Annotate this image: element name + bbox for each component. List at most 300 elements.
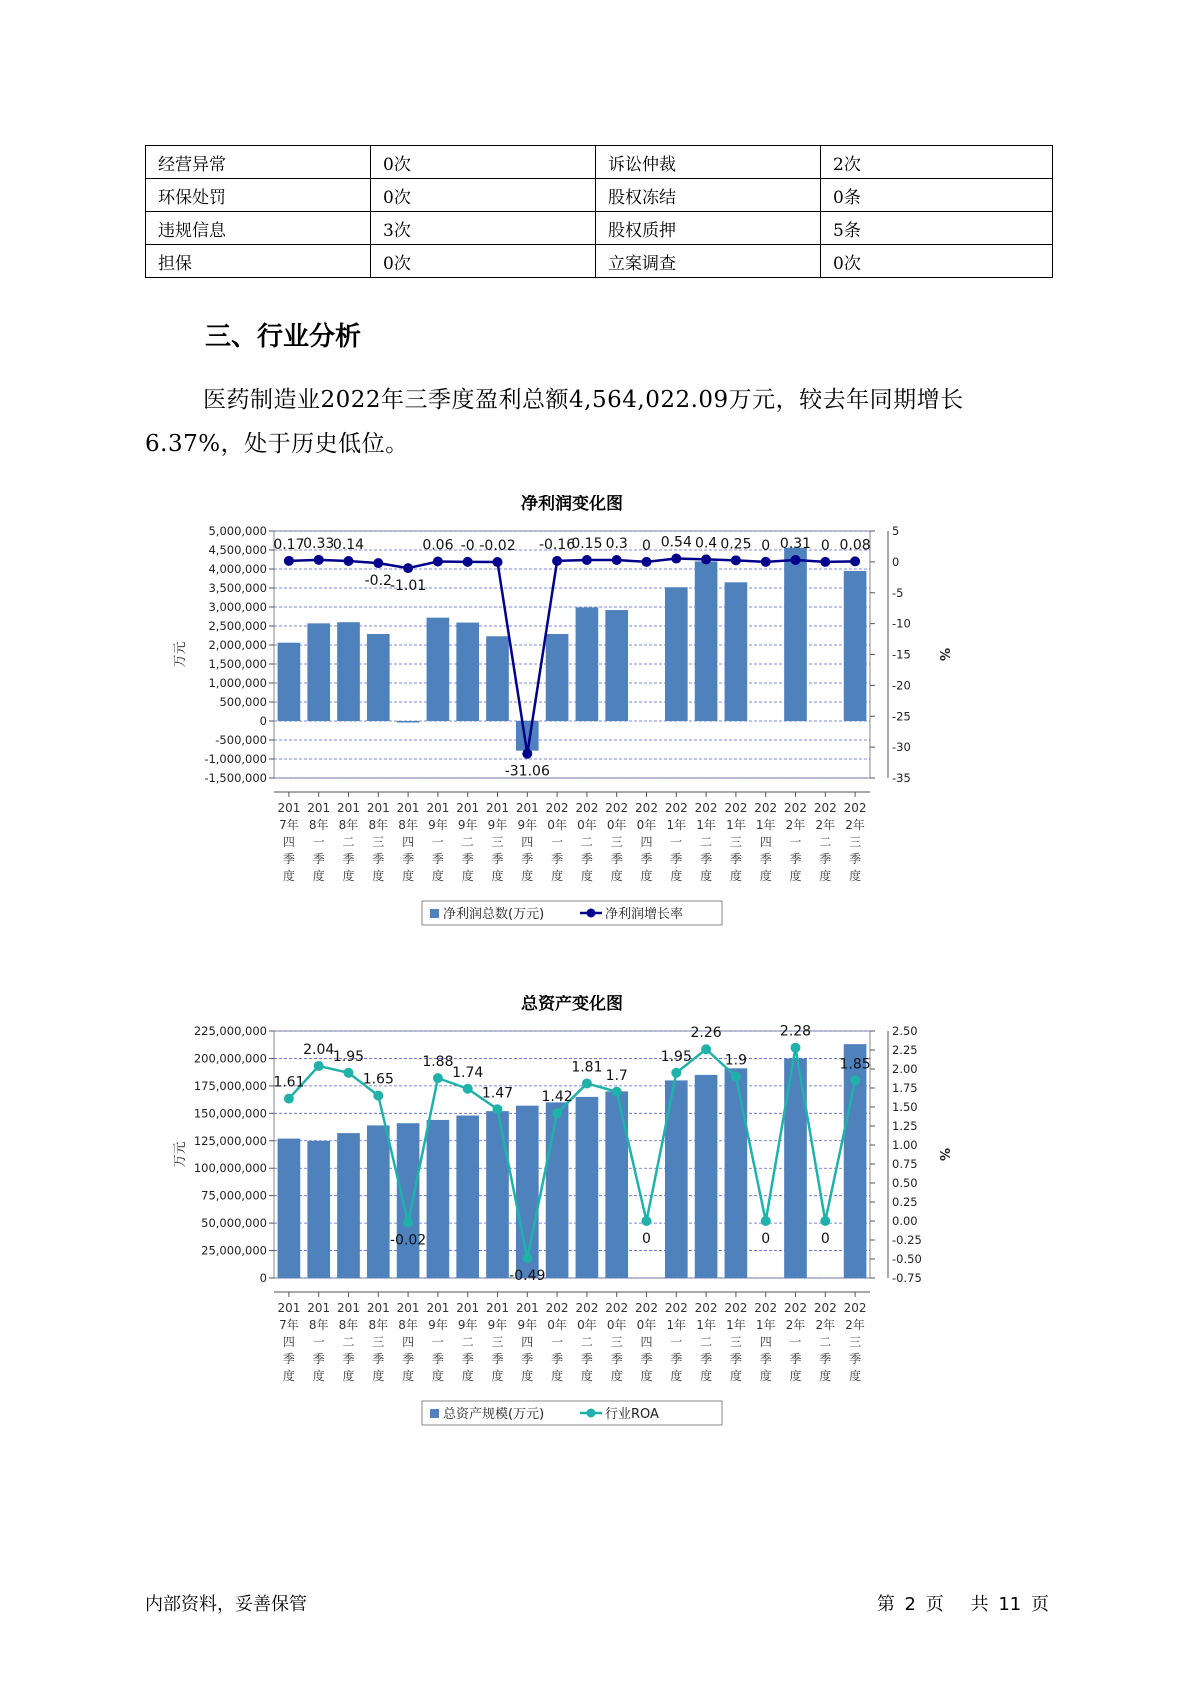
- y2-tick-label: -10: [892, 616, 911, 631]
- x-tick-label: 季: [521, 852, 534, 866]
- y-tick-label: 1,000,000: [208, 676, 267, 690]
- y2-tick-label: -35: [892, 771, 911, 785]
- chart-svg: [170, 995, 950, 1455]
- risk-item-label: 股权质押: [596, 212, 821, 245]
- y2-tick-label: 1.25: [892, 1119, 918, 1133]
- line-point: [284, 556, 294, 566]
- data-label: 2.28: [779, 1023, 812, 1040]
- x-tick-label: 度: [789, 869, 802, 883]
- x-tick-label: 二: [342, 835, 355, 849]
- x-tick-label: 202: [813, 1301, 837, 1315]
- x-tick-label: 2年: [845, 818, 865, 832]
- x-tick-label: 202: [605, 1301, 629, 1315]
- x-tick-label: 202: [843, 801, 867, 815]
- data-label: 1.65: [362, 1071, 394, 1088]
- x-tick-label: 季: [282, 852, 295, 866]
- data-label: 0.25: [720, 536, 752, 553]
- line-point: [791, 555, 801, 565]
- x-tick-label: 202: [545, 801, 569, 815]
- risk-item-label: 担保: [146, 245, 371, 278]
- x-tick-label: 2年: [845, 1318, 865, 1332]
- x-tick-label: 201: [277, 801, 301, 815]
- x-tick-label: 三: [729, 1335, 742, 1349]
- risk-item-count: 0次: [371, 245, 596, 278]
- x-tick-label: 0年: [547, 818, 567, 832]
- line-point: [701, 1044, 711, 1054]
- x-tick-label: 202: [843, 1301, 867, 1315]
- data-label: 0.3: [605, 536, 628, 553]
- risk-item-label: 经营异常: [146, 146, 371, 179]
- x-tick-label: 9年: [428, 1318, 448, 1332]
- y-tick-label: 2,000,000: [208, 638, 267, 652]
- x-tick-label: 202: [635, 1301, 658, 1315]
- y2-tick-label: 0.75: [892, 1157, 918, 1171]
- x-tick-label: 四: [282, 835, 295, 849]
- y2-tick-label: -0.25: [892, 1233, 922, 1247]
- x-tick-label: 度: [461, 1369, 474, 1383]
- bar: [576, 607, 599, 721]
- table-row: [146, 146, 1053, 179]
- x-tick-label: 季: [342, 1352, 355, 1366]
- line-point: [671, 554, 681, 564]
- bar: [695, 1075, 718, 1278]
- x-tick-label: 201: [486, 801, 509, 815]
- line-point: [761, 1216, 771, 1226]
- y-axis-label: 万元: [173, 641, 188, 668]
- bar: [576, 1097, 599, 1278]
- risk-item-count: 0次: [821, 245, 1053, 278]
- x-tick-label: 0年: [577, 818, 597, 832]
- y2-tick-label: 2.50: [892, 1024, 918, 1038]
- y-tick-label: 4,000,000: [208, 562, 267, 576]
- x-tick-label: 8年: [398, 1318, 418, 1332]
- y-tick-label: 75,000,000: [201, 1188, 267, 1203]
- line-point: [403, 1218, 413, 1228]
- risk-item-count: 2次: [821, 146, 1053, 179]
- data-label: 0.15: [571, 536, 603, 553]
- legend-bar-swatch: [430, 1409, 439, 1418]
- x-tick-label: 2年: [815, 1318, 836, 1332]
- y2-tick-label: -15: [892, 647, 911, 662]
- bar: [278, 1139, 301, 1278]
- x-tick-label: 季: [372, 852, 385, 866]
- total-word: 页: [1031, 1594, 1049, 1615]
- x-tick-label: 201: [396, 1301, 420, 1315]
- legend-bar-swatch: [430, 909, 439, 918]
- x-tick-label: 度: [372, 869, 385, 883]
- line-point: [701, 554, 711, 564]
- bar: [665, 587, 688, 721]
- x-tick-label: 一: [431, 1335, 444, 1349]
- x-tick-label: 季: [431, 852, 444, 866]
- x-tick-label: 度: [670, 1369, 683, 1383]
- x-tick-label: 三: [849, 1335, 862, 1349]
- line-point: [761, 557, 771, 567]
- data-label: -1.01: [389, 578, 427, 595]
- x-tick-label: 季: [700, 852, 713, 866]
- risk-item-count: 0次: [371, 179, 596, 212]
- x-tick-label: 度: [402, 1369, 415, 1383]
- data-label: 0.14: [332, 537, 365, 554]
- x-tick-label: 9年: [428, 818, 448, 832]
- y2-tick-label: 5: [892, 524, 900, 538]
- data-label: -31.06: [504, 763, 550, 780]
- data-label: 2.26: [690, 1025, 722, 1042]
- line-point: [403, 563, 413, 573]
- y-tick-label: 100,000,000: [193, 1161, 267, 1176]
- y2-tick-label: -0.75: [892, 1271, 922, 1285]
- x-tick-label: 201: [307, 801, 331, 815]
- x-tick-label: 1年: [726, 1318, 746, 1332]
- y2-axis-label: %: [936, 647, 950, 662]
- line-point: [552, 1108, 562, 1118]
- line-point: [582, 1078, 592, 1088]
- x-tick-label: 202: [575, 801, 599, 815]
- y-tick-label: 500,000: [219, 695, 267, 709]
- x-tick-label: 度: [551, 1369, 564, 1383]
- x-tick-label: 201: [426, 801, 450, 815]
- y-tick-label: 125,000,000: [193, 1133, 267, 1148]
- x-tick-label: 7年: [279, 1318, 299, 1332]
- risk-item-label: 诉讼仲裁: [596, 146, 821, 179]
- y-tick-label: -500,000: [215, 733, 267, 747]
- line-point: [820, 1216, 830, 1226]
- x-tick-label: 202: [813, 801, 837, 815]
- line-point: [850, 1075, 860, 1085]
- x-tick-label: 202: [754, 801, 778, 815]
- x-tick-label: 季: [700, 1352, 713, 1366]
- x-tick-label: 季: [580, 1352, 593, 1366]
- line-point: [522, 749, 532, 759]
- bar: [486, 1111, 509, 1278]
- risk-summary-table: [145, 145, 1053, 278]
- x-tick-label: 202: [724, 1301, 748, 1315]
- risk-item-count: 5条: [821, 212, 1053, 245]
- data-label: -0.49: [509, 1268, 546, 1285]
- x-tick-label: 1年: [696, 818, 716, 832]
- x-tick-label: 度: [491, 869, 504, 883]
- x-tick-label: 8年: [308, 818, 329, 832]
- section-title: 三、行业分析: [205, 322, 362, 352]
- x-tick-label: 季: [789, 1352, 802, 1366]
- x-tick-label: 四: [282, 1335, 295, 1349]
- x-tick-label: 季: [551, 852, 564, 866]
- bar: [397, 1123, 420, 1278]
- bar: [397, 721, 420, 723]
- x-tick-label: 2年: [815, 818, 836, 832]
- x-tick-label: 度: [610, 1369, 623, 1383]
- data-label: 1.61: [273, 1074, 305, 1091]
- line-point: [642, 557, 652, 567]
- x-tick-label: 二: [580, 835, 593, 849]
- x-tick-label: 度: [312, 869, 325, 883]
- y2-tick-label: -20: [892, 678, 911, 693]
- x-tick-label: 三: [372, 835, 385, 849]
- x-tick-label: 季: [342, 852, 355, 866]
- x-tick-label: 202: [784, 801, 807, 815]
- y-tick-label: 200,000,000: [193, 1051, 267, 1066]
- x-tick-label: 度: [282, 1369, 295, 1383]
- analysis-paragraph: 医药制造业2022年三季度盈利总额4,564,022.09万元，较去年同期增长6.37%，处于历史低位。: [145, 387, 964, 457]
- risk-item-count: 3次: [371, 212, 596, 245]
- x-tick-label: 季: [402, 852, 415, 866]
- data-label: 0: [761, 1231, 771, 1247]
- chart-title: 总资产变化图: [521, 995, 623, 1014]
- x-tick-label: 季: [372, 1352, 385, 1366]
- data-label: -0.02: [479, 537, 516, 554]
- x-tick-label: 季: [849, 852, 862, 866]
- x-tick-label: 度: [849, 869, 862, 883]
- line-point: [314, 1061, 324, 1071]
- bar: [486, 636, 509, 721]
- legend-line-marker: [587, 909, 596, 918]
- legend-line-label: 净利润增长率: [605, 907, 684, 922]
- x-tick-label: 8年: [338, 1318, 359, 1332]
- x-tick-label: 201: [486, 1301, 509, 1315]
- total-assets-chart: [170, 995, 950, 1455]
- bar: [367, 634, 390, 721]
- x-tick-label: 201: [515, 1301, 539, 1315]
- x-tick-label: 202: [664, 801, 688, 815]
- x-tick-label: 202: [784, 1301, 807, 1315]
- x-tick-label: 季: [580, 852, 593, 866]
- net-profit-chart: [170, 495, 950, 955]
- line-point: [612, 555, 622, 565]
- x-tick-label: 一: [431, 835, 444, 849]
- x-tick-label: 度: [282, 869, 295, 883]
- x-tick-label: 8年: [368, 1318, 389, 1332]
- x-tick-label: 9年: [517, 818, 538, 832]
- bar: [307, 623, 330, 721]
- x-tick-label: 三: [491, 835, 504, 849]
- page-word: 页: [925, 1594, 944, 1615]
- data-label: -0.02: [389, 1232, 427, 1249]
- x-tick-label: 度: [729, 1369, 742, 1383]
- x-tick-label: 季: [789, 852, 802, 866]
- line-point: [850, 556, 860, 566]
- x-tick-label: 度: [849, 1369, 862, 1383]
- line-point: [433, 557, 443, 567]
- x-tick-label: 9年: [457, 1318, 478, 1332]
- x-tick-label: 201: [426, 1301, 450, 1315]
- x-tick-label: 9年: [517, 1318, 538, 1332]
- x-tick-label: 度: [461, 869, 474, 883]
- y-tick-label: 50,000,000: [201, 1216, 267, 1231]
- x-tick-label: 三: [610, 1335, 623, 1349]
- data-label: 0.17: [273, 536, 305, 553]
- data-label: 0.08: [839, 537, 871, 554]
- x-tick-label: 度: [789, 1369, 802, 1383]
- y-tick-label: 225,000,000: [193, 1024, 267, 1038]
- x-tick-label: 202: [635, 801, 658, 815]
- bar: [546, 634, 569, 721]
- x-tick-label: 三: [491, 1335, 504, 1349]
- x-tick-label: 季: [849, 1352, 862, 1366]
- x-tick-label: 季: [312, 852, 325, 866]
- plot-area: [274, 531, 870, 778]
- bar: [337, 622, 360, 721]
- data-label: 1.42: [541, 1089, 573, 1106]
- x-tick-label: 季: [610, 852, 623, 866]
- x-tick-label: 1年: [755, 818, 776, 832]
- data-label: 1.95: [660, 1048, 692, 1065]
- x-tick-label: 度: [700, 1369, 713, 1383]
- x-tick-label: 8年: [398, 818, 418, 832]
- x-tick-label: 9年: [457, 818, 478, 832]
- data-label: -0.2: [364, 573, 392, 590]
- data-label: 1.47: [481, 1085, 514, 1102]
- x-tick-label: 0年: [606, 1318, 627, 1332]
- bar: [784, 548, 807, 721]
- data-label: 1.74: [452, 1064, 484, 1081]
- x-tick-label: 二: [700, 1335, 713, 1349]
- x-tick-label: 9年: [487, 1318, 508, 1332]
- x-tick-label: 三: [372, 1335, 385, 1349]
- y-tick-label: -1,000,000: [204, 752, 267, 766]
- x-tick-label: 二: [700, 835, 713, 849]
- data-label: 0: [820, 537, 830, 554]
- data-label: 0.31: [779, 535, 812, 552]
- x-tick-label: 1年: [666, 818, 687, 832]
- x-tick-label: 2年: [785, 1318, 806, 1332]
- data-label: 0: [642, 537, 651, 554]
- data-label: 1.9: [724, 1052, 748, 1069]
- table-row: [146, 212, 1053, 245]
- x-tick-label: 二: [580, 1335, 593, 1349]
- line-point: [671, 1068, 681, 1078]
- risk-item-label: 环保处罚: [146, 179, 371, 212]
- bar: [367, 1125, 390, 1278]
- y2-tick-label: -25: [892, 709, 911, 724]
- x-tick-label: 201: [456, 1301, 480, 1315]
- x-tick-label: 202: [545, 1301, 569, 1315]
- line-point: [522, 1253, 532, 1263]
- y2-tick-label: 2.00: [892, 1062, 918, 1076]
- line-point: [493, 557, 503, 567]
- x-tick-label: 三: [729, 835, 742, 849]
- line-point: [433, 1073, 443, 1083]
- x-tick-label: 度: [521, 869, 534, 883]
- x-tick-label: 四: [402, 1335, 415, 1349]
- line-point: [373, 1091, 383, 1101]
- x-tick-label: 度: [342, 869, 355, 883]
- footer-page-indicator: [875, 1590, 1051, 1616]
- data-label: -0: [460, 537, 475, 554]
- x-tick-label: 二: [819, 835, 832, 849]
- x-tick-label: 202: [575, 1301, 599, 1315]
- x-tick-label: 0年: [636, 818, 657, 832]
- x-tick-label: 0年: [606, 818, 627, 832]
- x-tick-label: 度: [759, 1369, 772, 1383]
- total-prefix: 共: [970, 1594, 989, 1615]
- line-point: [493, 1104, 503, 1114]
- x-tick-label: 四: [759, 835, 772, 849]
- line-point: [552, 556, 562, 566]
- x-tick-label: 季: [521, 1352, 534, 1366]
- x-tick-label: 度: [759, 869, 772, 883]
- legend-line-marker: [587, 1409, 596, 1418]
- y-axis-label: 万元: [173, 1141, 188, 1168]
- data-label: 1.7: [605, 1067, 628, 1084]
- bar: [844, 571, 867, 721]
- line-point: [820, 557, 830, 567]
- x-tick-label: 度: [640, 869, 653, 883]
- chart-svg: [170, 495, 950, 955]
- x-tick-label: 四: [640, 1335, 653, 1349]
- line-point: [344, 1068, 354, 1078]
- x-tick-label: 202: [664, 1301, 688, 1315]
- x-tick-label: 201: [366, 801, 390, 815]
- x-tick-label: 度: [431, 869, 444, 883]
- data-label: 1.95: [332, 1048, 365, 1065]
- y-tick-label: 175,000,000: [193, 1078, 267, 1093]
- line-point: [731, 1072, 741, 1082]
- x-tick-label: 季: [312, 1352, 325, 1366]
- data-label: 2.04: [303, 1041, 335, 1058]
- x-tick-label: 二: [342, 1335, 355, 1349]
- y-tick-label: 4,500,000: [208, 543, 267, 557]
- x-tick-label: 季: [759, 852, 772, 866]
- line-point: [642, 1216, 652, 1226]
- table-row: [146, 179, 1053, 212]
- bar: [307, 1141, 330, 1278]
- x-tick-label: 度: [431, 1369, 444, 1383]
- bar: [725, 582, 748, 721]
- line-point: [463, 557, 473, 567]
- x-tick-label: 四: [521, 1335, 534, 1349]
- y2-tick-label: -0.50: [892, 1252, 922, 1266]
- x-tick-label: 度: [521, 1369, 534, 1383]
- x-tick-label: 度: [342, 1369, 355, 1383]
- line-point: [344, 556, 354, 566]
- y2-tick-label: -5: [892, 585, 904, 600]
- data-label: 0.54: [660, 534, 692, 551]
- x-tick-label: 季: [640, 1352, 653, 1366]
- x-tick-label: 季: [282, 1352, 295, 1366]
- x-tick-label: 季: [670, 852, 683, 866]
- x-tick-label: 度: [312, 1369, 325, 1383]
- x-tick-label: 度: [551, 869, 564, 883]
- data-label: 0: [761, 537, 771, 554]
- y2-axis-label: %: [936, 1147, 950, 1162]
- y2-tick-label: 0.50: [892, 1176, 918, 1190]
- x-tick-label: 季: [491, 1352, 504, 1366]
- y2-tick-label: 1.00: [892, 1138, 918, 1152]
- risk-item-label: 立案调查: [596, 245, 821, 278]
- y2-tick-label: 0: [892, 554, 900, 569]
- x-tick-label: 1年: [666, 1318, 687, 1332]
- x-tick-label: 202: [694, 1301, 718, 1315]
- x-tick-label: 201: [337, 801, 360, 815]
- data-label: 0.4: [694, 535, 718, 552]
- x-tick-label: 度: [372, 1369, 385, 1383]
- x-tick-label: 三: [610, 835, 623, 849]
- x-tick-label: 季: [670, 1352, 683, 1366]
- x-tick-label: 季: [402, 1352, 415, 1366]
- x-tick-label: 201: [515, 801, 539, 815]
- bar: [337, 1133, 360, 1278]
- total-pages: 11: [998, 1594, 1022, 1615]
- data-label: 0: [820, 1231, 830, 1247]
- y-tick-label: 0: [259, 714, 267, 728]
- risk-item-label: 违规信息: [146, 212, 371, 245]
- bar: [427, 1120, 450, 1278]
- y-tick-label: 1,500,000: [208, 657, 267, 671]
- x-tick-label: 2年: [785, 818, 806, 832]
- y2-tick-label: 0.00: [892, 1214, 918, 1228]
- bar: [456, 1116, 479, 1278]
- x-tick-label: 二: [819, 1335, 832, 1349]
